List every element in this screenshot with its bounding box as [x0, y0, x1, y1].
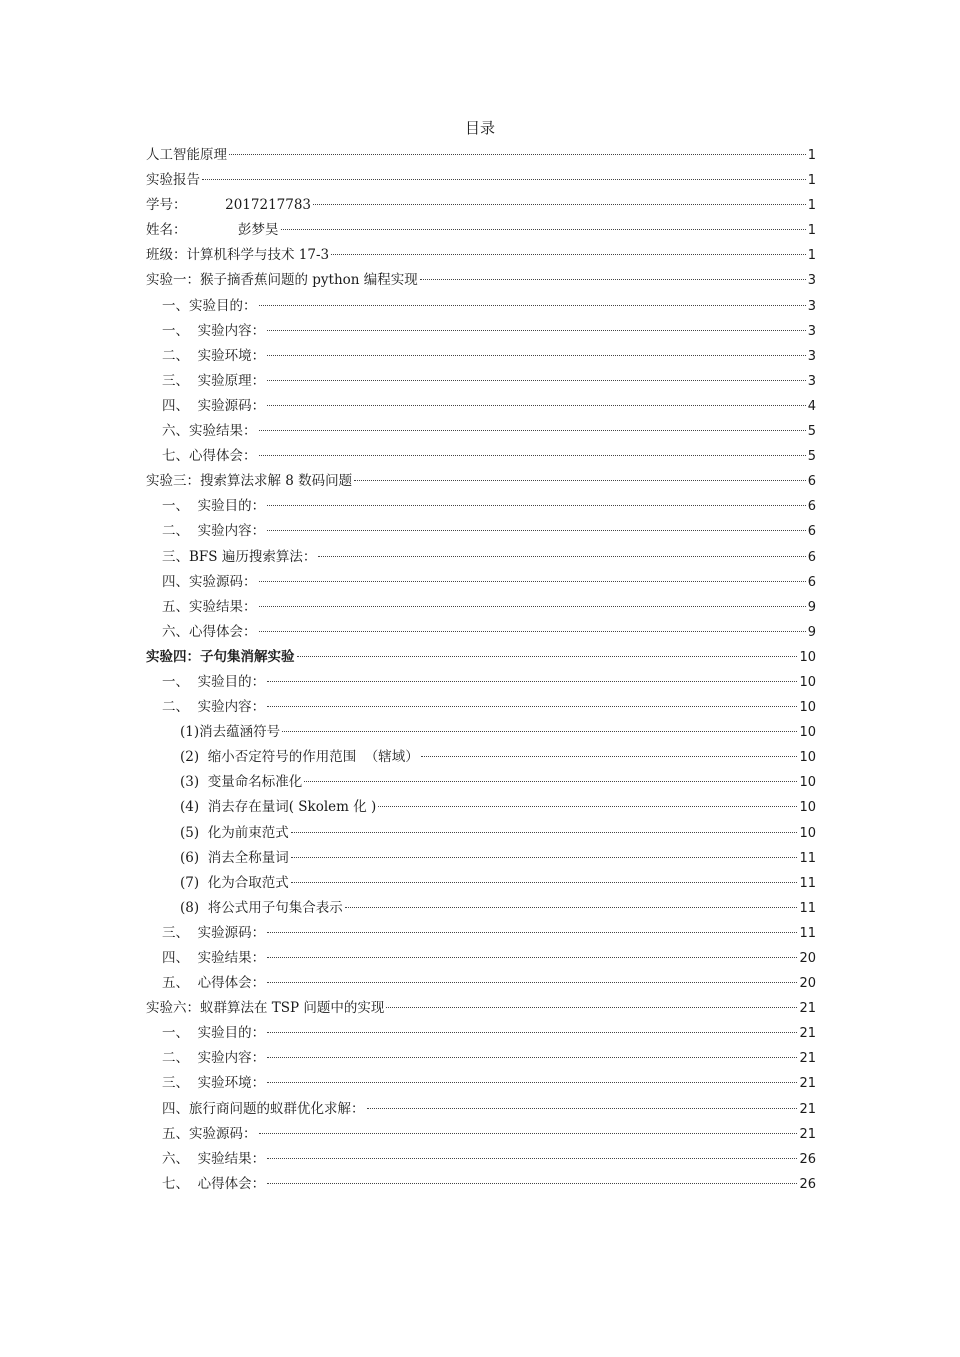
toc-dot-leader: [267, 1057, 797, 1058]
toc-dot-leader: [259, 305, 806, 306]
toc-dot-leader: [202, 179, 806, 180]
toc-dot-leader: [291, 857, 798, 858]
toc-page-number: 10: [799, 775, 816, 791]
toc-dot-leader: [267, 932, 797, 933]
toc-page-number: 21: [799, 1001, 816, 1017]
toc-entry[interactable]: [146, 218, 816, 243]
toc-page-number: 3: [807, 273, 816, 289]
toc-entry-text: (2) 缩小否定符号的作用范围 （辖域）: [180, 749, 419, 766]
toc-page-number: 1: [807, 148, 816, 163]
toc-dot-leader: [354, 480, 806, 481]
toc-entry-text: 实验四：子句集消解实验: [146, 648, 295, 665]
toc-entry[interactable]: [146, 1122, 816, 1147]
toc-dot-leader: [378, 806, 797, 807]
toc-dot-leader: [267, 957, 797, 958]
toc-entry[interactable]: [146, 494, 816, 519]
toc-title: 目录: [464, 119, 495, 137]
toc-entry-text: 五、实验结果：: [162, 598, 257, 615]
toc-entry-text: 四、实验源码：: [162, 573, 257, 590]
toc-entry-text: 一、 实验目的：: [162, 1025, 266, 1042]
toc-page-number: 11: [799, 925, 816, 941]
toc-page-number: 3: [807, 323, 816, 339]
toc-dot-leader: [297, 656, 798, 657]
toc-entry[interactable]: [146, 595, 816, 620]
toc-page-number: 20: [799, 951, 816, 966]
toc-page-number: 21: [799, 1126, 816, 1142]
toc-page-number: 21: [799, 1076, 816, 1092]
toc-entry[interactable]: [146, 193, 816, 218]
toc-entry[interactable]: [146, 143, 816, 168]
toc-entry-text: 姓名： 彭梦昊: [146, 222, 279, 239]
toc-entry-text: 实验报告: [146, 172, 200, 189]
toc-page-number: 4: [807, 398, 816, 414]
toc-page-number: 5: [807, 424, 816, 440]
toc-entry[interactable]: [146, 1172, 816, 1197]
toc-entry-text: 三、 实验原理：: [162, 372, 266, 389]
toc-entry[interactable]: [146, 695, 816, 720]
toc-page-number: 6: [807, 524, 816, 540]
toc-entry[interactable]: [146, 394, 816, 419]
toc-dot-leader: [259, 455, 806, 456]
toc-entry[interactable]: [146, 344, 816, 369]
toc-dot-leader: [318, 556, 805, 557]
toc-entry-text: 四、旅行商问题的蚁群优化求解：: [162, 1100, 365, 1117]
toc-entry-text: 四、 实验结果：: [162, 950, 266, 966]
toc-dot-leader: [420, 279, 806, 280]
toc-page-number: 1: [807, 173, 816, 189]
toc-entry-text: 五、 心得体会：: [162, 975, 266, 992]
toc-entry[interactable]: [146, 795, 816, 820]
toc-page-number: 1: [807, 223, 816, 239]
toc-entry[interactable]: [146, 268, 816, 293]
toc-entry-text: 三、 实验源码：: [162, 924, 266, 941]
toc-dot-leader: [367, 1108, 798, 1109]
toc-dot-leader: [259, 430, 806, 431]
toc-entry[interactable]: [146, 896, 816, 921]
toc-dot-leader: [282, 731, 797, 732]
toc-entry-text: (1)消去蕴涵符号: [180, 724, 281, 741]
toc-dot-leader: [267, 355, 806, 356]
toc-entry-text: (7) 化为合取范式: [180, 874, 289, 891]
toc-dot-leader: [267, 706, 797, 707]
toc-entry-text: 七、心得体会：: [162, 448, 257, 465]
toc-dot-leader: [259, 581, 806, 582]
toc-page-number: 10: [799, 700, 816, 716]
toc-page-number: 3: [807, 348, 816, 364]
toc-page-number: 10: [799, 750, 816, 766]
toc-entry-text: 二、 实验内容：: [162, 1050, 266, 1067]
toc-entry-text: 实验一：猴子摘香蕉问题的 python 编程实现: [146, 272, 418, 289]
toc-entry[interactable]: [146, 645, 816, 670]
toc-page-number: 6: [807, 474, 816, 490]
toc-dot-leader: [267, 1183, 797, 1184]
toc-entry[interactable]: [146, 821, 816, 846]
toc-entry-text: 六、心得体会：: [162, 623, 257, 640]
toc-entry[interactable]: [146, 1071, 816, 1096]
toc-entry-text: 一、 实验目的：: [162, 673, 266, 690]
toc-page-number: 21: [799, 1026, 816, 1042]
toc-dot-leader: [267, 1032, 797, 1033]
toc-entry[interactable]: [146, 921, 816, 946]
toc-page-number: 10: [799, 825, 816, 841]
toc-entry[interactable]: [146, 444, 816, 469]
toc-page-number: 9: [807, 624, 816, 640]
toc-entry-text: 班级：计算机科学与技术 17-3: [146, 247, 330, 264]
toc-entry[interactable]: [146, 419, 816, 444]
toc-entry-text: 五、实验源码：: [162, 1125, 257, 1142]
toc-page-number: 9: [807, 599, 816, 615]
toc-entry[interactable]: [146, 1021, 816, 1046]
toc-entry-text: 实验三：搜索算法求解 8 数码问题: [146, 473, 353, 490]
toc-page-number: 5: [807, 449, 816, 465]
toc-entry-text: 六、 实验结果：: [162, 1150, 266, 1167]
toc-dot-leader: [259, 631, 806, 632]
toc-list: [146, 143, 816, 1197]
toc-dot-leader: [267, 380, 806, 381]
toc-entry-text: 二、 实验内容：: [162, 523, 266, 540]
toc-entry-text: 三、 实验环境：: [162, 1075, 266, 1092]
toc-dot-leader: [267, 982, 797, 983]
toc-entry[interactable]: [146, 545, 816, 570]
toc-entry[interactable]: [146, 620, 816, 645]
toc-page-number: 10: [799, 674, 816, 690]
toc-entry-text: 一、实验目的：: [162, 297, 257, 314]
toc-dot-leader: [291, 832, 798, 833]
toc-entry-text: (4) 消去存在量词( Skolem 化 ): [180, 799, 377, 816]
toc-entry-text: 六、实验结果：: [162, 423, 257, 440]
toc-page-number: 1: [807, 198, 816, 214]
toc-dot-leader: [229, 154, 806, 155]
toc-dot-leader: [313, 204, 806, 205]
toc-entry[interactable]: [146, 168, 816, 193]
toc-entry[interactable]: [146, 745, 816, 770]
toc-page-number: 20: [799, 976, 816, 992]
toc-dot-leader: [259, 606, 806, 607]
toc-entry[interactable]: [146, 946, 816, 971]
toc-entry-text: 实验六：蚁群算法在 TSP 问题中的实现: [146, 1000, 385, 1017]
toc-page-number: 6: [807, 549, 816, 565]
toc-entry-text: 一、 实验内容：: [162, 322, 266, 339]
toc-entry[interactable]: [146, 243, 816, 268]
toc-entry-text: 七、 心得体会：: [162, 1175, 266, 1192]
toc-entry-text: (3) 变量命名标准化: [180, 774, 303, 791]
toc-entry[interactable]: [146, 846, 816, 871]
toc-dot-leader: [267, 505, 806, 506]
toc-entry-text: (6) 消去全称量词: [180, 849, 289, 866]
toc-entry-text: 学号： 2017217783: [146, 197, 312, 214]
toc-dot-leader: [267, 1158, 797, 1159]
toc-entry-text: 三、BFS 遍历搜索算法：: [162, 548, 317, 565]
toc-dot-leader: [267, 330, 806, 331]
toc-dot-leader: [267, 681, 797, 682]
toc-page-number: 11: [799, 875, 816, 891]
toc-entry[interactable]: [146, 996, 816, 1021]
toc-dot-leader: [267, 405, 806, 406]
toc-entry[interactable]: [146, 319, 816, 344]
toc-entry[interactable]: [146, 971, 816, 996]
toc-entry[interactable]: [146, 770, 816, 795]
toc-page-number: 21: [799, 1101, 816, 1117]
toc-dot-leader: [281, 229, 806, 230]
toc-dot-leader: [291, 882, 798, 883]
toc-dot-leader: [345, 907, 798, 908]
toc-page-number: 26: [799, 1151, 816, 1167]
toc-entry[interactable]: [146, 1147, 816, 1172]
toc-dot-leader: [267, 1082, 797, 1083]
toc-dot-leader: [331, 254, 806, 255]
toc-page-number: 11: [799, 900, 816, 916]
toc-page-number: 3: [807, 298, 816, 314]
toc-entry[interactable]: [146, 369, 816, 394]
toc-page-number: 1: [807, 248, 816, 264]
toc-page-number: 26: [799, 1176, 816, 1192]
toc-entry[interactable]: [146, 1097, 816, 1122]
toc-entry[interactable]: [146, 1046, 816, 1071]
toc-entry-text: 人工智能原理: [146, 147, 227, 163]
toc-page-number: 10: [799, 800, 816, 816]
toc-entry-text: 一、 实验目的：: [162, 498, 266, 515]
toc-entry-text: 四、 实验源码：: [162, 397, 266, 414]
toc-entry[interactable]: [146, 469, 816, 494]
toc-entry-text: (5) 化为前束范式: [180, 824, 289, 841]
toc-entry[interactable]: [146, 570, 816, 595]
toc-page-number: 11: [799, 850, 816, 866]
toc-entry-text: (8) 将公式用子句集合表示: [180, 899, 343, 916]
toc-dot-leader: [386, 1007, 797, 1008]
toc-entry[interactable]: [146, 871, 816, 896]
toc-entry-text: 二、 实验内容：: [162, 699, 266, 716]
toc-page-number: 10: [799, 649, 816, 665]
toc-page-number: 10: [799, 725, 816, 741]
toc-entry[interactable]: [146, 519, 816, 544]
toc-dot-leader: [421, 756, 798, 757]
toc-entry-text: 二、 实验环境：: [162, 347, 266, 364]
toc-dot-leader: [267, 530, 806, 531]
toc-page-number: 21: [799, 1051, 816, 1067]
toc-dot-leader: [304, 781, 797, 782]
toc-dot-leader: [259, 1133, 798, 1134]
toc-entry[interactable]: [146, 294, 816, 319]
toc-entry[interactable]: [146, 670, 816, 695]
toc-page-number: 6: [807, 574, 816, 590]
toc-page-number: 3: [807, 373, 816, 389]
toc-page-number: 6: [807, 499, 816, 515]
toc-entry[interactable]: [146, 720, 816, 745]
